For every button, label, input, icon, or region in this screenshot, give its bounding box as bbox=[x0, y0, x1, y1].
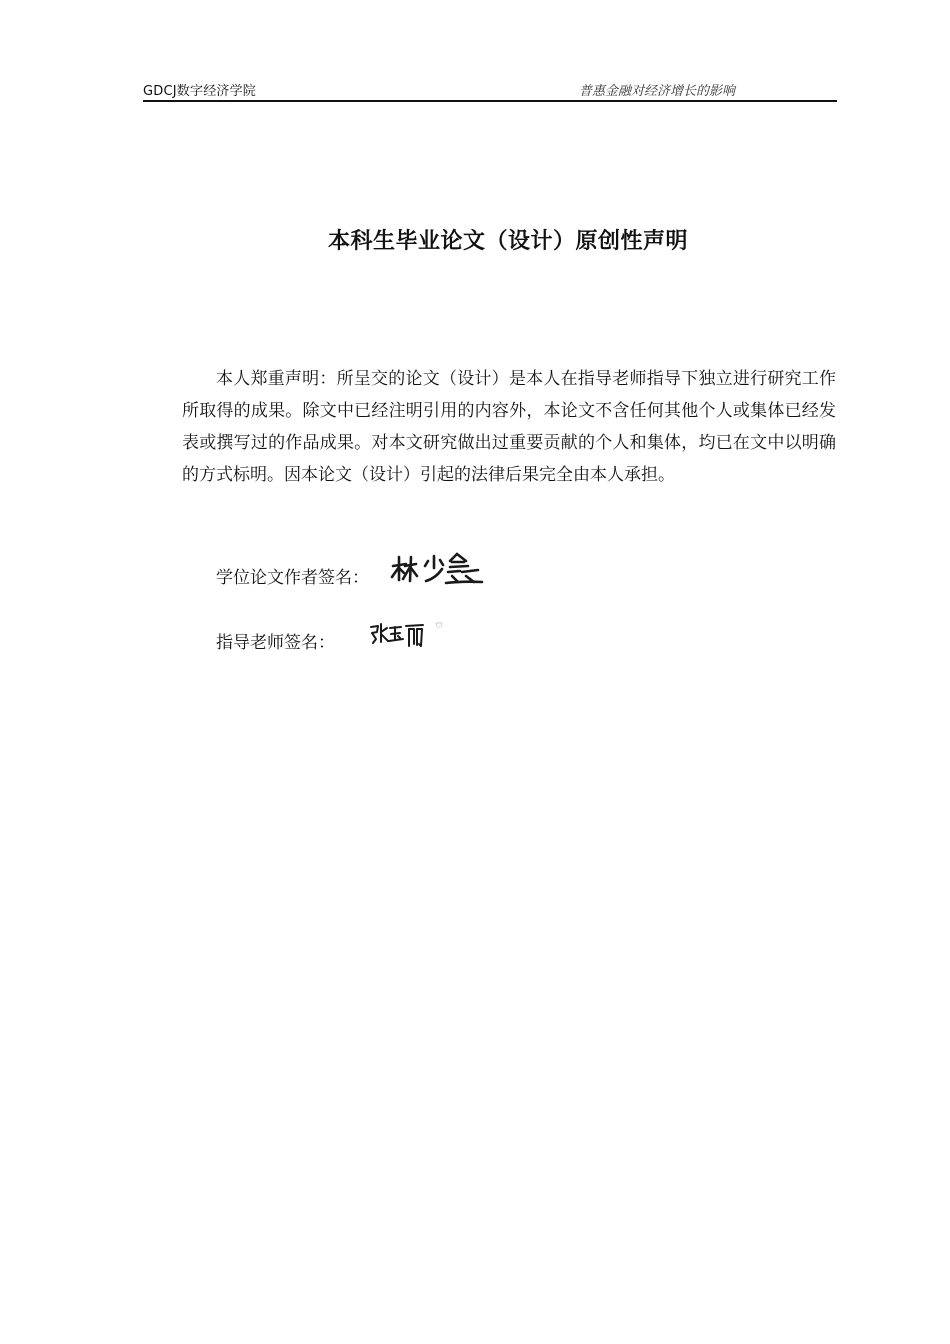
declaration-paragraph: 本人郑重声明：所呈交的论文（设计）是本人在指导老师指导下独立进行研究工作所取得的成果。除文中已经注明引用的内容外，本论文不含任何其他个人或集体已经发表或撰写过的作品成果。对本文研究做出过重要贡献的个人和集体，均已在文中以明确的方式标明。因本论文（设计）引起的法律后果完全由本人承担。 bbox=[182, 369, 836, 485]
advisor-handwritten-signature bbox=[369, 619, 449, 651]
author-handwritten-signature bbox=[390, 552, 486, 588]
page-header bbox=[143, 78, 837, 102]
advisor-signature-label: 指导老师签名： bbox=[216, 633, 335, 653]
header-institution: GDCJ数字经济学院 bbox=[143, 84, 256, 99]
page-title: 本科生毕业论文（设计）原创性声明 bbox=[327, 229, 688, 254]
header-thesis-title: 普惠金融对经济增长的影响 bbox=[579, 84, 736, 99]
author-signature-label: 学位论文作者签名： bbox=[216, 568, 369, 588]
